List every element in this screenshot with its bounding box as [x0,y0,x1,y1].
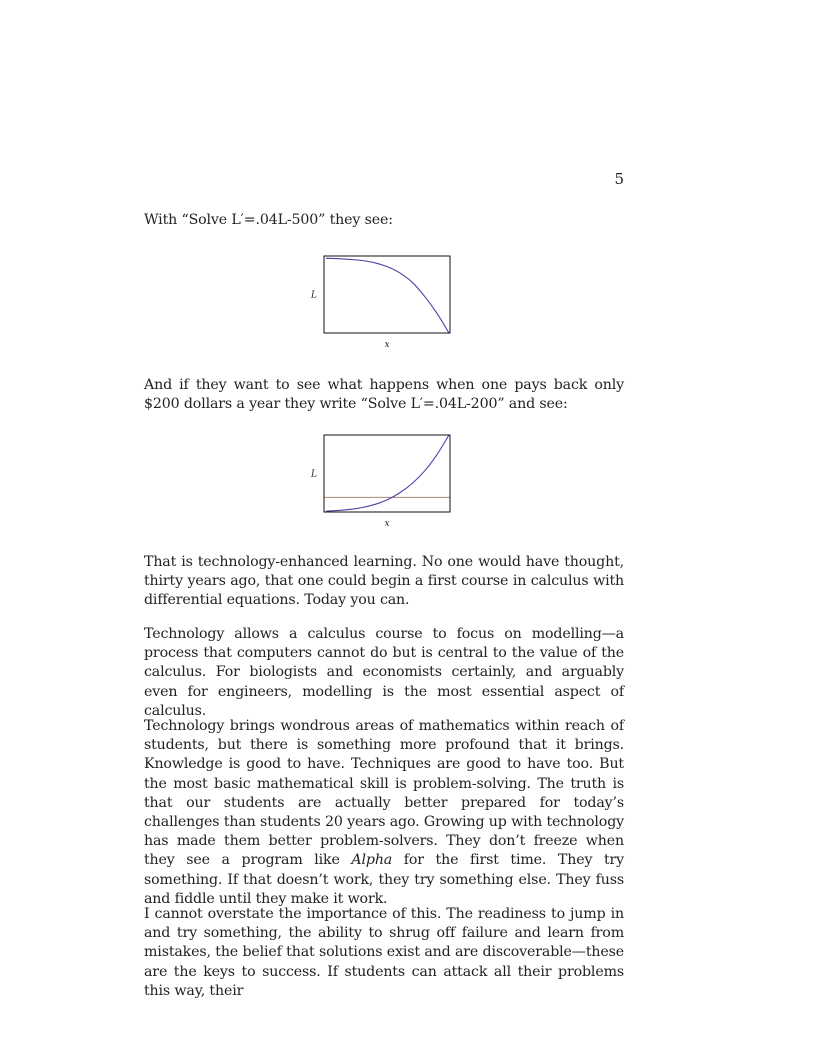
paragraph-problem-solving-part-1: Technology brings wondrous areas of mathematics within reach of students, but there is something more profound that it brings. Knowledge is good to have. Techniques are good to have too. But the most basic mathematical skill is problem-solving. The truth is that our students are actually better prepared for today’s challenges than students 20 years ago. Growing up with technology has made them better problem-solvers. They don’t freeze when they see a program like [144,718,624,869]
paragraph-problem-solving-part-2: for the first time. They try something. If that doesn’t work, they try something else. They fuss and fiddle until they make it work. [144,852,625,907]
paragraph-intro-second-plot: And if they want to see what happens when one pays back only $200 dollars a year they write “Solve L′=.04L-200” and see: [144,377,624,413]
plot-1 [300,252,470,352]
page-number: 5 [614,170,624,188]
paragraph-importance: I cannot overstate the importance of this. The readiness to jump in and try something, the ability to shrug off failure and learn from mistakes, the belief that solutions exist and are discoverable—these are the keys to success. If students can attack all their problems this way, their [144,906,624,999]
paragraph-technology-enhanced: That is technology-enhanced learning. No one would have thought, thirty years ago, that one could begin a first course in calculus with differential equations. Today you can. [144,554,624,609]
plot-2-x-axis-label: x [384,519,390,529]
plot-1-y-axis-label: L [311,290,317,301]
plot-2-svg [300,431,470,531]
plot-2-y-axis-label: L [311,469,317,480]
plot-1-curve [326,258,449,333]
alpha-program-name: Alpha [351,852,393,869]
paragraph-intro-first-plot: With “Solve L′=.04L-500” they see: [144,212,393,228]
plot-1-x-axis-label: x [384,340,390,350]
plot-1-svg [300,252,470,352]
plot-2-curve [326,435,449,511]
plot-2 [300,431,470,531]
paragraph-problem-solving [144,717,624,909]
plot-1-frame [324,256,450,333]
paragraph-modelling: Technology allows a calculus course to focus on modelling—a process that computers cannot do but is central to the value of the calculus. For biologists and economists certainly, and arguably even for engineers, modelling is the most essential aspect of calculus. [144,626,624,719]
